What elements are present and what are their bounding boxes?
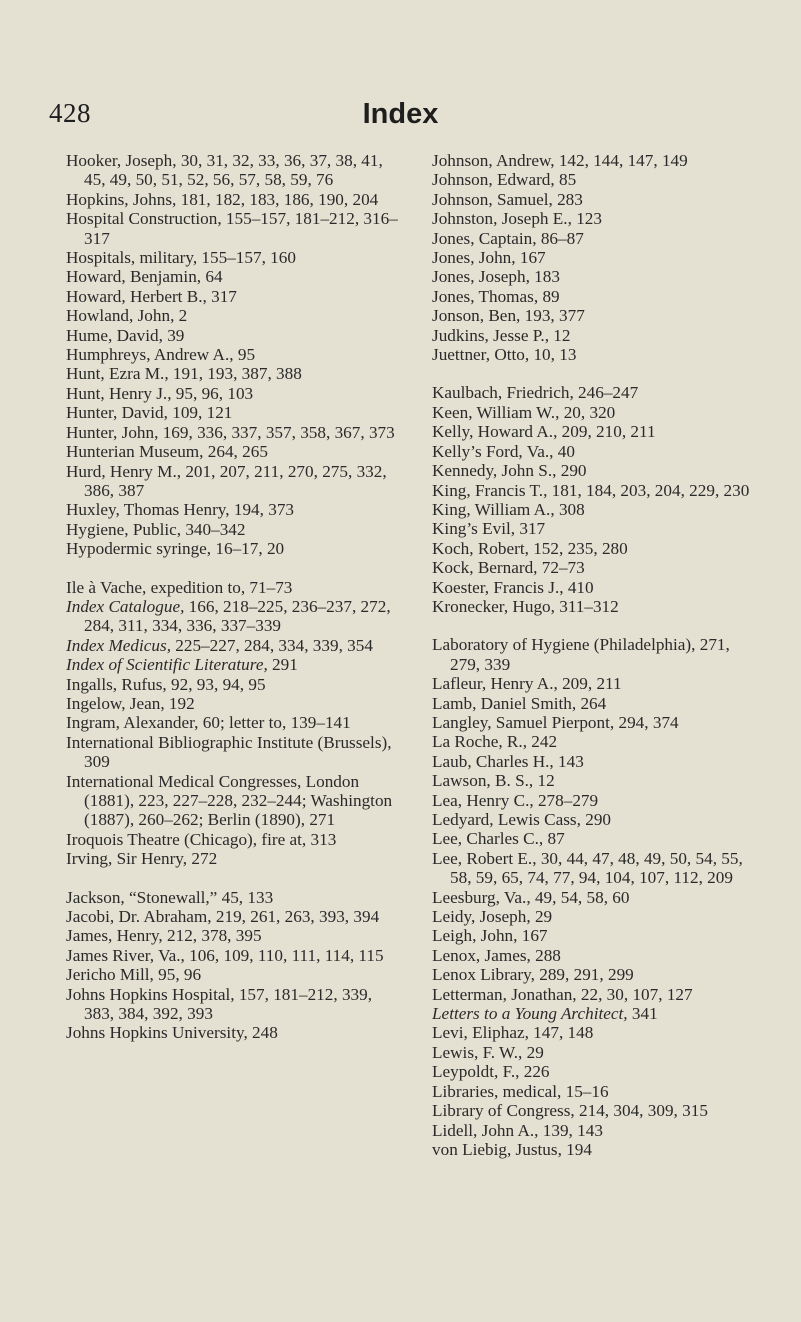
entry-text: Lamb, Daniel Smith, 264 [432,693,607,713]
page-title: Index [362,98,439,130]
entry-text: King’s Evil, 317 [432,519,546,539]
index-entry [432,500,762,519]
entry-text: Ile à Vache, expedition to, 71–73 [66,577,293,597]
entry-text: Hunt, Henry J., 95, 96, 103 [66,383,254,403]
entry-text: Kock, Bernard, 72–73 [432,558,585,578]
index-entry [66,907,401,926]
index-entry [66,248,401,267]
entry-text: Ingram, Alexander, 60; letter to, 139–141 [66,713,351,733]
entry-text: International Bibliographic Institute (Brussels), 309 [66,732,392,772]
entry-text: Lawson, B. S., 12 [432,771,555,791]
index-entry [432,190,762,209]
index-entry [432,713,762,732]
entry-italic-title: Index of Scientific Literature, [66,655,268,675]
entry-text: Hunter, John, 169, 336, 337, 357, 358, 367, 373 [66,422,395,442]
entry-text: Lidell, John A., 139, 143 [432,1120,603,1140]
index-entry [66,733,401,772]
index-entry [432,597,762,616]
entry-text: Johns Hopkins Hospital, 157, 181–212, 339, 383, 384, 392, 393 [66,984,373,1024]
index-entry [432,248,762,267]
section-gap [66,559,401,578]
index-entry [432,209,762,228]
entry-text: 341 [627,1004,658,1024]
entry-text: Levi, Eliphaz, 147, 148 [432,1023,594,1043]
index-entry [432,810,762,829]
entry-text: Iroquois Theatre (Chicago), fire at, 313 [66,829,337,849]
entry-text: King, William A., 308 [432,499,585,519]
entry-text: Johnson, Andrew, 142, 144, 147, 149 [432,151,688,170]
entry-text: Huxley, Thomas Henry, 194, 373 [66,500,295,520]
index-entry [432,1023,762,1042]
page-header [0,98,801,132]
entry-text: Hospitals, military, 155–157, 160 [66,248,296,268]
index-entry [432,442,762,461]
entry-text: Johns Hopkins University, 248 [66,1023,278,1043]
index-entry [432,578,762,597]
entry-text: Jones, Captain, 86–87 [432,228,584,248]
entry-text: Howard, Herbert B., 317 [66,286,237,306]
entry-text: La Roche, R., 242 [432,732,558,752]
entry-text: Keen, William W., 20, 320 [432,402,616,422]
entry-text: Leesburg, Va., 49, 54, 58, 60 [432,887,630,907]
index-entry [66,655,401,674]
index-entry [432,558,762,577]
entry-text: Hume, David, 39 [66,325,185,345]
entry-text: Hospital Construction, 155–157, 181–212, 316–317 [66,209,398,248]
entry-text: 225–227, 284, 334, 339, 354 [171,635,373,655]
index-entry [432,345,762,364]
index-entry [66,267,401,286]
entry-text: Langley, Samuel Pierpont, 294, 374 [432,712,679,732]
index-entry [66,578,401,597]
index-entry [432,985,762,1004]
index-entry [66,1023,401,1042]
index-entry [432,771,762,790]
entry-text: Libraries, medical, 15–16 [432,1081,609,1101]
index-entry [432,926,762,945]
entry-text: Kelly, Howard A., 209, 210, 211 [432,422,656,442]
entry-text: Johnston, Joseph E., 123 [432,209,602,229]
entry-text: Hooker, Joseph, 30, 31, 32, 33, 36, 37, 38, 41, 45, 49, 50, 51, 52, 56, 57, 58, 59, 76 [66,151,383,190]
entry-text: Laub, Charles H., 143 [432,751,584,771]
index-entry [66,849,401,868]
entry-text: Jones, Thomas, 89 [432,286,560,306]
index-entry [66,423,401,442]
entry-text: Howard, Benjamin, 64 [66,267,223,287]
entry-text: Letterman, Jonathan, 22, 30, 107, 127 [432,984,693,1004]
entry-text: Kaulbach, Friedrich, 246–247 [432,383,639,403]
index-entry [66,345,401,364]
entry-text: King, Francis T., 181, 184, 203, 204, 229, 230 [432,480,750,500]
entry-text: Hunter, David, 109, 121 [66,403,233,423]
index-entry [432,965,762,984]
index-entry [66,306,401,325]
index-entry [66,462,401,501]
index-entry [66,326,401,345]
index-entry [66,597,401,636]
index-entry [432,403,762,422]
index-entry [432,635,762,674]
index-entry [432,229,762,248]
index-entry [432,519,762,538]
entry-text: Johnson, Edward, 85 [432,170,577,190]
entry-text: International Medical Congresses, London (1881), 223, 227–228, 232–244; Washington (1887), 260–262; Berlin (1890), 271 [66,771,393,830]
index-entry [432,752,762,771]
entry-text: Johnson, Samuel, 283 [432,189,583,209]
entry-text: Lee, Charles C., 87 [432,829,565,849]
index-entry [432,151,762,170]
entry-text: 166, 218–225, 236–237, 272, 284, 311, 334, 336, 337–339 [84,596,391,636]
entry-text: Hunterian Museum, 264, 265 [66,442,268,462]
index-entry [66,830,401,849]
index-entry [66,500,401,519]
index-entry [432,1043,762,1062]
entry-text: Library of Congress, 214, 304, 309, 315 [432,1101,708,1121]
entry-text: Lewis, F. W., 29 [432,1042,544,1062]
index-entry [66,926,401,945]
index-entry [66,520,401,539]
index-entry [432,326,762,345]
index-entry [432,481,762,500]
entry-text: Judkins, Jesse P., 12 [432,325,571,345]
index-entry [66,985,401,1024]
entry-italic-title: Index Medicus, [66,635,171,655]
entry-italic-title: Letters to a Young Architect, [432,1004,628,1024]
page-number: 428 [49,98,91,128]
entry-text: Jericho Mill, 95, 96 [66,965,202,985]
index-column-left [66,151,401,1043]
entry-text: Irving, Sir Henry, 272 [66,849,218,869]
index-entry [432,287,762,306]
index-entry [432,306,762,325]
index-entry [66,384,401,403]
entry-text: Juettner, Otto, 10, 13 [432,345,577,365]
index-entry [432,1082,762,1101]
index-entry [432,422,762,441]
index-entry [66,888,401,907]
entry-text: Ingelow, Jean, 192 [66,693,195,713]
entry-text: Jacobi, Dr. Abraham, 219, 261, 263, 393, 394 [66,907,380,927]
index-entry [66,287,401,306]
index-entry [432,539,762,558]
entry-text: Hunt, Ezra M., 191, 193, 387, 388 [66,364,302,384]
entry-text: Hygiene, Public, 340–342 [66,519,246,539]
entry-text: 291 [267,655,298,675]
index-entry [432,888,762,907]
entry-text: Humphreys, Andrew A., 95 [66,345,256,365]
index-entry [66,965,401,984]
section-gap [66,869,401,888]
index-entry [432,849,762,888]
index-entry [66,772,401,830]
index-entry [432,1121,762,1140]
entry-text: Lee, Robert E., 30, 44, 47, 48, 49, 50, 54, 55, 58, 59, 65, 74, 77, 94, 104, 107, 112, 209 [432,848,743,888]
index-entry [66,364,401,383]
entry-text: Ledyard, Lewis Cass, 290 [432,810,612,829]
index-entry [432,946,762,965]
entry-text: Hypodermic syringe, 16–17, 20 [66,539,285,559]
index-entry [432,791,762,810]
index-entry [66,190,401,209]
index-entry [66,713,401,732]
section-gap [432,616,762,635]
entry-text: Leypoldt, F., 226 [432,1062,550,1082]
index-entry [66,636,401,655]
index-entry [66,675,401,694]
index-entry [432,383,762,402]
entry-text: Kelly’s Ford, Va., 40 [432,441,575,461]
index-entry [66,403,401,422]
entry-text: Jonson, Ben, 193, 377 [432,306,585,326]
index-entry [432,907,762,926]
index-entry [432,1140,762,1159]
index-entry [66,442,401,461]
entry-text: Lenox, James, 288 [432,945,561,965]
entry-text: Leigh, John, 167 [432,926,548,946]
index-entry [432,170,762,189]
index-entry [432,461,762,480]
entry-text: Leidy, Joseph, 29 [432,907,553,927]
index-entry [66,946,401,965]
entry-text: Jones, John, 167 [432,248,546,268]
entry-text: Kennedy, John S., 290 [432,461,587,481]
section-gap [432,364,762,383]
entry-text: Lafleur, Henry A., 209, 211 [432,674,622,694]
entry-text: Lea, Henry C., 278–279 [432,790,599,810]
index-entry [432,674,762,693]
entry-text: Howland, John, 2 [66,306,188,326]
index-entry [66,151,401,190]
entry-text: Jackson, “Stonewall,” 45, 133 [66,887,274,907]
index-entry [432,732,762,751]
index-entry [432,694,762,713]
index-entry [66,539,401,558]
index-entry [432,267,762,286]
entry-text: Hurd, Henry M., 201, 207, 211, 270, 275, 332, 386, 387 [66,461,387,500]
entry-text: Laboratory of Hygiene (Philadelphia), 271, 279, 339 [432,635,730,674]
entry-text: James, Henry, 212, 378, 395 [66,926,262,946]
index-entry [432,1062,762,1081]
entry-text: von Liebig, Justus, 194 [432,1139,592,1159]
entry-text: Koester, Francis J., 410 [432,577,594,597]
index-entry [432,1101,762,1120]
index-entry [66,694,401,713]
index-entry [432,1004,762,1023]
index-column-right [432,151,762,1159]
entry-text: Jones, Joseph, 183 [432,267,560,287]
entry-text: Kronecker, Hugo, 311–312 [432,596,619,616]
entry-text: James River, Va., 106, 109, 110, 111, 114, 115 [66,945,384,965]
index-entry [432,829,762,848]
entry-text: Lenox Library, 289, 291, 299 [432,965,634,985]
entry-text: Ingalls, Rufus, 92, 93, 94, 95 [66,674,266,694]
entry-text: Koch, Robert, 152, 235, 280 [432,538,628,558]
entry-italic-title: Index Catalogue, [66,596,185,616]
index-entry [66,209,401,248]
entry-text: Hopkins, Johns, 181, 182, 183, 186, 190, 204 [66,189,379,209]
